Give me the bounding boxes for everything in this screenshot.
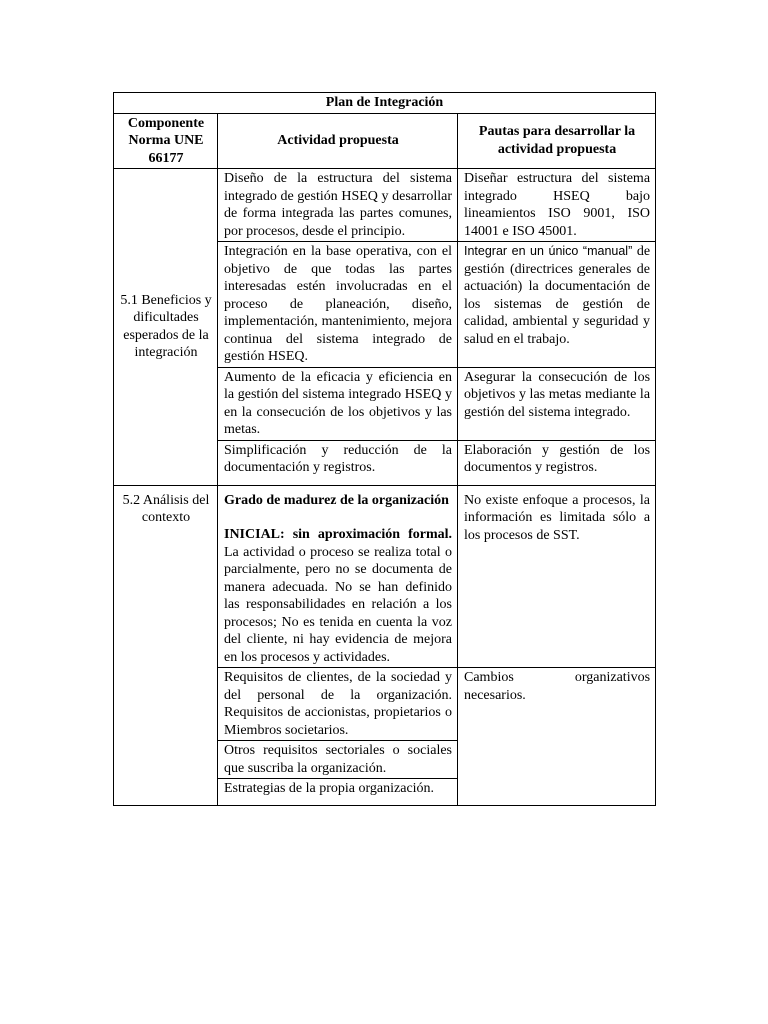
maturity-description — [224, 526, 452, 666]
header-guideline: Pautas para desarrollar la actividad propuesta — [458, 113, 656, 169]
maturity-heading: Grado de madurez de la organización — [224, 492, 449, 508]
table-row — [114, 169, 656, 242]
guideline-cell: Asegurar la consecución de los objetivos y las metas mediante la gestión del sistema integrado. — [458, 367, 656, 440]
guideline-cell: No existe enfoque a procesos, la información es limitada sólo a los procesos de SST. — [458, 485, 656, 668]
header-activity: Actividad propuesta — [218, 113, 458, 169]
table-header-row — [114, 113, 656, 169]
guideline-cell: Elaboración y gestión de los documentos y registros. — [458, 440, 656, 485]
activity-cell: Aumento de la eficacia y eficiencia en la gestión del sistema integrado HSEQ y en la consecución de los objetivos y las metas. — [218, 367, 458, 440]
document-page — [113, 92, 655, 806]
activity-cell: Integración en la base operativa, con el objetivo de que todas las partes interesadas estén involucradas en el proceso de planeación, diseño, implementación, mantenimiento, mejora continua del sistema integrado de gestión HSEQ. — [218, 242, 458, 368]
guideline-cell: Diseñar estructura del sistema integrado HSEQ bajo lineamientos ISO 9001, ISO 14001 e ISO 45001. — [458, 169, 656, 242]
table-title-row — [114, 93, 656, 114]
maturity-level-label: INICIAL: sin aproximación formal. — [224, 527, 452, 542]
maturity-cell — [218, 485, 458, 668]
guideline-cell: Cambios organizativos necesarios. — [458, 668, 656, 806]
maturity-level-text: La actividad o proceso se realiza total o parcialmente, pero no se documenta de manera adecuada. No se han definido las responsabilidades en relación a los procesos; No es tenida en cuenta la voz del cliente, ni hay evidencia de mejora en los procesos y actividades. — [224, 544, 452, 665]
activity-cell: Diseño de la estructura del sistema integrado de gestión HSEQ y desarrollar de forma integrada las partes comunes, por procesos, desde el principio. — [218, 169, 458, 242]
requirement-cell: Otros requisitos sectoriales o sociales que suscriba la organización. — [218, 741, 458, 779]
header-component: Componente Norma UNE 66177 — [114, 113, 218, 169]
guideline-text: de gestión (directrices generales de actuación) la documentación de los sistemas de gestión de calidad, ambiental y seguridad y salud en el trabajo. — [464, 244, 651, 347]
requirement-cell: Requisitos de clientes, de la sociedad y del personal de la organización. Requisitos de accionistas, propietarios o Miembros societarios. — [218, 668, 458, 741]
spacer — [224, 509, 452, 526]
table-title: Plan de Integración — [114, 93, 656, 114]
component-5-1: 5.1 Beneficios y dificultades esperados de la integración — [114, 169, 218, 486]
guideline-cell — [458, 242, 656, 368]
component-5-2: 5.2 Análisis del contexto — [114, 485, 218, 806]
activity-cell: Simplificación y reducción de la documentación y registros. — [218, 440, 458, 485]
table-row — [114, 485, 656, 668]
requirement-cell: Estrategias de la propia organización. — [218, 779, 458, 806]
guideline-lead-text: Integrar en un único “manual” — [464, 244, 633, 258]
integration-plan-table — [113, 92, 656, 806]
